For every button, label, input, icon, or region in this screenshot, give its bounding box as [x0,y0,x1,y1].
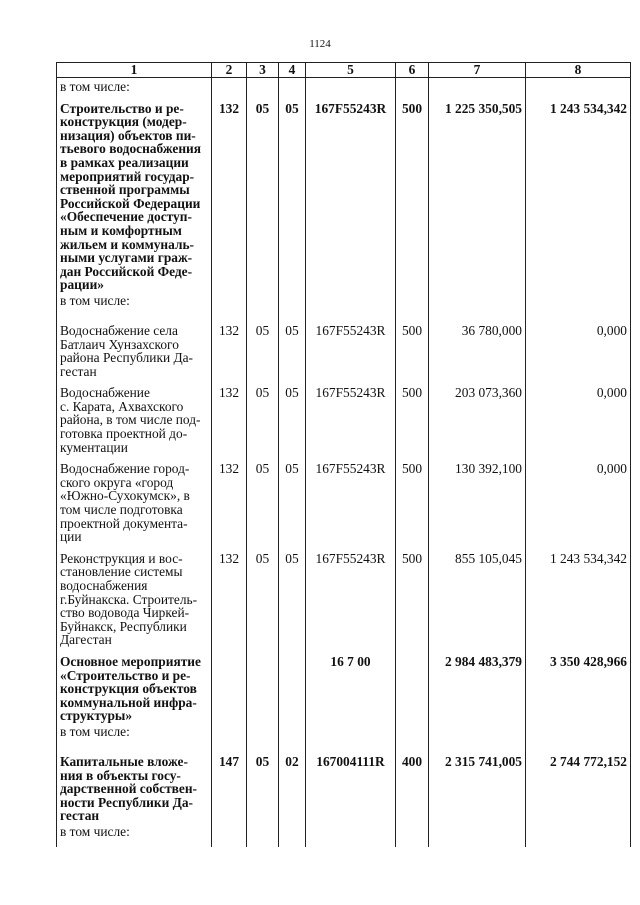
cell-ministry-code: 132 [212,378,247,454]
cell-target-article: 167F55243R [306,544,396,647]
table-row [57,747,631,823]
cell-section-code: 05 [247,454,279,544]
table-body [57,78,631,847]
cell-subsection-code [279,723,306,747]
cell-amount-year-2: 1 243 534,342 [526,544,631,647]
cell-target-article: 167F55243R [306,378,396,454]
cell-section-code [247,647,279,723]
cell-ministry-code: 132 [212,454,247,544]
cell-subsection-code [279,78,306,94]
cell-target-article: 167F55243R [306,94,396,292]
row-description: в том числе: [57,823,212,847]
cell-amount-year-2: 0,000 [526,454,631,544]
cell-expense-type [396,647,429,723]
cell-amount-year-2 [526,78,631,94]
cell-subsection-code: 05 [279,94,306,292]
cell-expense-type [396,723,429,747]
cell-target-article: 167004111R [306,747,396,823]
header-col-3: 3 [247,63,279,78]
cell-amount-year-1: 1 225 350,505 [429,94,526,292]
cell-section-code: 05 [247,747,279,823]
subheading-row [57,292,631,316]
cell-amount-year-2 [526,723,631,747]
cell-subsection-code [279,823,306,847]
cell-amount-year-1: 2 315 741,005 [429,747,526,823]
cell-amount-year-1: 130 392,100 [429,454,526,544]
table-row [57,378,631,454]
row-description: Реконструкция и вос- становление системы водоснабжения г.Буйнакска. Строитель- ство водовода Чиркей- Буйнакск, Республики Дагестан [57,544,212,647]
cell-subsection-code: 02 [279,747,306,823]
cell-amount-year-2: 3 350 428,966 [526,647,631,723]
cell-expense-type [396,292,429,316]
cell-amount-year-1: 2 984 483,379 [429,647,526,723]
row-description: Водоснабжение с. Карата, Ахвахского района, в том числе под- готовка проектной до- кументации [57,378,212,454]
header-col-8: 8 [526,63,631,78]
page-number: 1124 [309,38,331,50]
cell-expense-type: 500 [396,378,429,454]
cell-amount-year-2: 0,000 [526,316,631,378]
cell-ministry-code [212,823,247,847]
cell-amount-year-1 [429,78,526,94]
cell-ministry-code: 147 [212,747,247,823]
cell-expense-type: 500 [396,544,429,647]
cell-target-article [306,723,396,747]
cell-section-code [247,78,279,94]
budget-table [56,62,631,847]
header-col-7: 7 [429,63,526,78]
cell-section-code: 05 [247,94,279,292]
subheading-row [57,723,631,747]
header-col-4: 4 [279,63,306,78]
cell-amount-year-2 [526,823,631,847]
row-description: Водоснабжение села Батлаич Хунзахского района Республики Да- гестан [57,316,212,378]
row-description: в том числе: [57,78,212,94]
header-col-5: 5 [306,63,396,78]
row-description: в том числе: [57,723,212,747]
cell-ministry-code [212,723,247,747]
cell-amount-year-2: 2 744 772,152 [526,747,631,823]
cell-ministry-code: 132 [212,316,247,378]
cell-expense-type [396,78,429,94]
table-row [57,316,631,378]
cell-ministry-code [212,78,247,94]
cell-target-article: 167F55243R [306,454,396,544]
cell-target-article: 16 7 00 [306,647,396,723]
table-row [57,544,631,647]
cell-expense-type: 500 [396,316,429,378]
cell-expense-type: 500 [396,94,429,292]
cell-subsection-code: 05 [279,316,306,378]
cell-amount-year-2 [526,292,631,316]
cell-subsection-code: 05 [279,378,306,454]
cell-expense-type: 500 [396,454,429,544]
cell-subsection-code: 05 [279,544,306,647]
cell-section-code [247,823,279,847]
cell-amount-year-1 [429,292,526,316]
cell-amount-year-2: 1 243 534,342 [526,94,631,292]
cell-target-article [306,292,396,316]
cell-ministry-code [212,647,247,723]
cell-section-code: 05 [247,544,279,647]
cell-expense-type [396,823,429,847]
cell-subsection-code [279,647,306,723]
cell-amount-year-1: 36 780,000 [429,316,526,378]
row-description: Строительство и ре- конструкция (модер- низация) объектов пи- тьевого водоснабжения в рамках реализации мероприятий государ- ственной программы Российской Федерации «Обеспечение доступ- ным и комфортным жильем и коммуналь- ными услугами граж- дан Российской Феде- рации» [57,94,212,292]
cell-amount-year-1: 855 105,045 [429,544,526,647]
cell-section-code: 05 [247,316,279,378]
row-description: в том числе: [57,292,212,316]
cell-section-code [247,292,279,316]
table-row [57,454,631,544]
cell-section-code [247,723,279,747]
cell-amount-year-1 [429,723,526,747]
cell-subsection-code [279,292,306,316]
subheading-row [57,78,631,94]
cell-subsection-code: 05 [279,454,306,544]
cell-expense-type: 400 [396,747,429,823]
cell-ministry-code: 132 [212,94,247,292]
header-col-2: 2 [212,63,247,78]
row-description: Основное мероприятие «Строительство и ре- конструкция объектов коммунальной инфра- структуры» [57,647,212,723]
cell-ministry-code: 132 [212,544,247,647]
header-col-1: 1 [57,63,212,78]
cell-amount-year-2: 0,000 [526,378,631,454]
header-col-6: 6 [396,63,429,78]
cell-target-article [306,823,396,847]
cell-target-article [306,78,396,94]
cell-amount-year-1 [429,823,526,847]
table-row [57,647,631,723]
cell-target-article: 167F55243R [306,316,396,378]
row-description: Водоснабжение город- ского округа «город «Южно-Сухокумск», в том числе подготовка проектной документа- ции [57,454,212,544]
table-row [57,94,631,292]
cell-section-code: 05 [247,378,279,454]
cell-ministry-code [212,292,247,316]
cell-amount-year-1: 203 073,360 [429,378,526,454]
header-row [57,63,631,78]
row-description: Капитальные вложе- ния в объекты госу- дарственной собствен- ности Республики Да- гестан [57,747,212,823]
subheading-row [57,823,631,847]
